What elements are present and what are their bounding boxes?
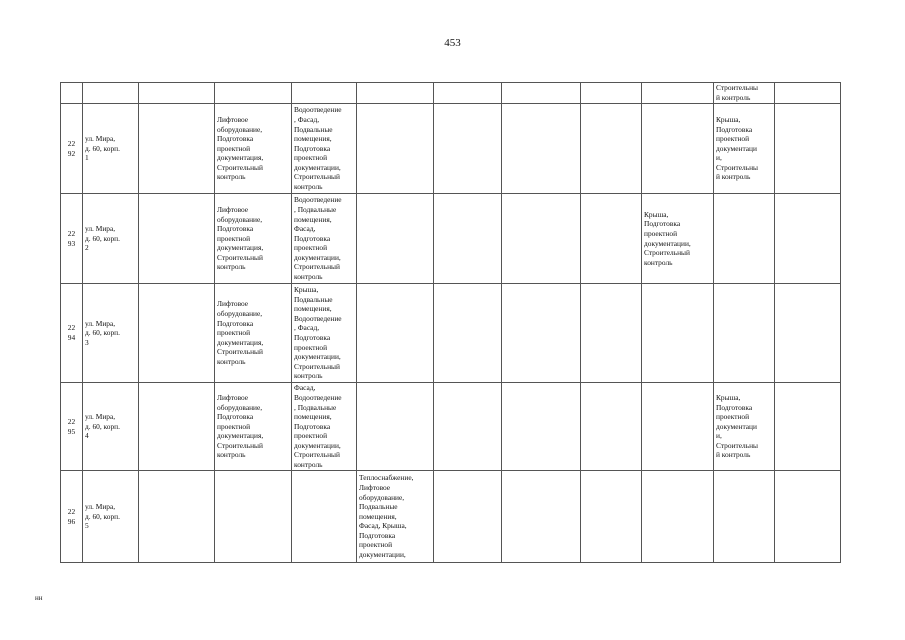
cell: [775, 284, 841, 383]
row-number: 22 93: [61, 194, 83, 284]
cell: [581, 471, 642, 563]
cell: [714, 471, 775, 563]
cell: [357, 383, 434, 471]
address-cell: ул. Мира, д. 60, корп. 1: [83, 104, 139, 194]
cell: [139, 104, 215, 194]
carryover-row: [61, 83, 841, 104]
address-cell: ул. Мира, д. 60, корп. 5: [83, 471, 139, 563]
table-row: [61, 471, 841, 563]
table-row: [61, 104, 841, 194]
work-cell-col10: Крыша, Подготовка проектной документации, Строительный контроль: [642, 194, 714, 284]
cell: [642, 471, 714, 563]
cell: [581, 194, 642, 284]
table-row: [61, 194, 841, 284]
cell: [775, 194, 841, 284]
table-row: [61, 284, 841, 383]
cell: [502, 104, 581, 194]
work-cell-col11: Крыша, Подготовка проектной документаци и, Строительны й контроль: [714, 383, 775, 471]
cell: [139, 284, 215, 383]
cell: [502, 194, 581, 284]
cell: [83, 83, 139, 104]
cell: [775, 83, 841, 104]
cell: [292, 471, 357, 563]
cell: [357, 104, 434, 194]
cell: [581, 284, 642, 383]
cell: [775, 383, 841, 471]
work-cell-col5: Фасад, Водоотведение , Подвальные помещения, Подготовка проектной документации, Строительный контроль: [292, 383, 357, 471]
work-cell-col4: Лифтовое оборудование, Подготовка проектной документация, Строительный контроль: [215, 194, 292, 284]
work-cell-col4: Лифтовое оборудование, Подготовка проектной документация, Строительный контроль: [215, 284, 292, 383]
address-cell: ул. Мира, д. 60, корп. 2: [83, 194, 139, 284]
page-number: 453: [444, 37, 461, 49]
work-cell-col5: Водоотведение , Подвальные помещения, Фасад, Подготовка проектной документации, Строительный контроль: [292, 194, 357, 284]
cell: [139, 194, 215, 284]
cell: [642, 284, 714, 383]
address-cell: ул. Мира, д. 60, корп. 4: [83, 383, 139, 471]
carryover-cell: Строительны й контроль: [714, 83, 775, 104]
work-cell-col6: Теплоснабжение, Лифтовое оборудование, Подвальные помещения, Фасад, Крыша, Подготовка проектной документации,: [357, 471, 434, 563]
cell: [502, 284, 581, 383]
cell: [502, 383, 581, 471]
cell: [434, 284, 502, 383]
row-number: 22 94: [61, 284, 83, 383]
cell: [434, 104, 502, 194]
cell: [434, 83, 502, 104]
cell: [215, 471, 292, 563]
cell: [215, 83, 292, 104]
cell: [139, 471, 215, 563]
works-schedule-table: [60, 82, 841, 563]
cell: [502, 471, 581, 563]
address-cell: ул. Мира, д. 60, корп. 3: [83, 284, 139, 383]
cell: [357, 83, 434, 104]
cell: [434, 383, 502, 471]
cell: [581, 104, 642, 194]
work-cell-col4: Лифтовое оборудование, Подготовка проектной документация, Строительный контроль: [215, 383, 292, 471]
cell: [61, 83, 83, 104]
cell: [642, 383, 714, 471]
cell: [714, 284, 775, 383]
cell: [642, 104, 714, 194]
footer-mark: нн: [35, 594, 43, 602]
cell: [714, 194, 775, 284]
cell: [292, 83, 357, 104]
table-row: [61, 383, 841, 471]
work-cell-col5: Крыша, Подвальные помещения, Водоотведение , Фасад, Подготовка проектной документации, Строительный контроль: [292, 284, 357, 383]
cell: [357, 194, 434, 284]
cell: [775, 471, 841, 563]
cell: [139, 383, 215, 471]
cell: [139, 83, 215, 104]
cell: [642, 83, 714, 104]
cell: [581, 83, 642, 104]
cell: [357, 284, 434, 383]
cell: [502, 83, 581, 104]
row-number: 22 92: [61, 104, 83, 194]
work-cell-col4: Лифтовое оборудование, Подготовка проектной документация, Строительный контроль: [215, 104, 292, 194]
cell: [581, 383, 642, 471]
row-number: 22 95: [61, 383, 83, 471]
work-cell-col5: Водоотведение , Фасад, Подвальные помещения, Подготовка проектной документации, Строительный контроль: [292, 104, 357, 194]
row-number: 22 96: [61, 471, 83, 563]
cell: [434, 471, 502, 563]
cell: [434, 194, 502, 284]
cell: [775, 104, 841, 194]
work-cell-col11: Крыша, Подготовка проектной документаци и, Строительны й контроль: [714, 104, 775, 194]
